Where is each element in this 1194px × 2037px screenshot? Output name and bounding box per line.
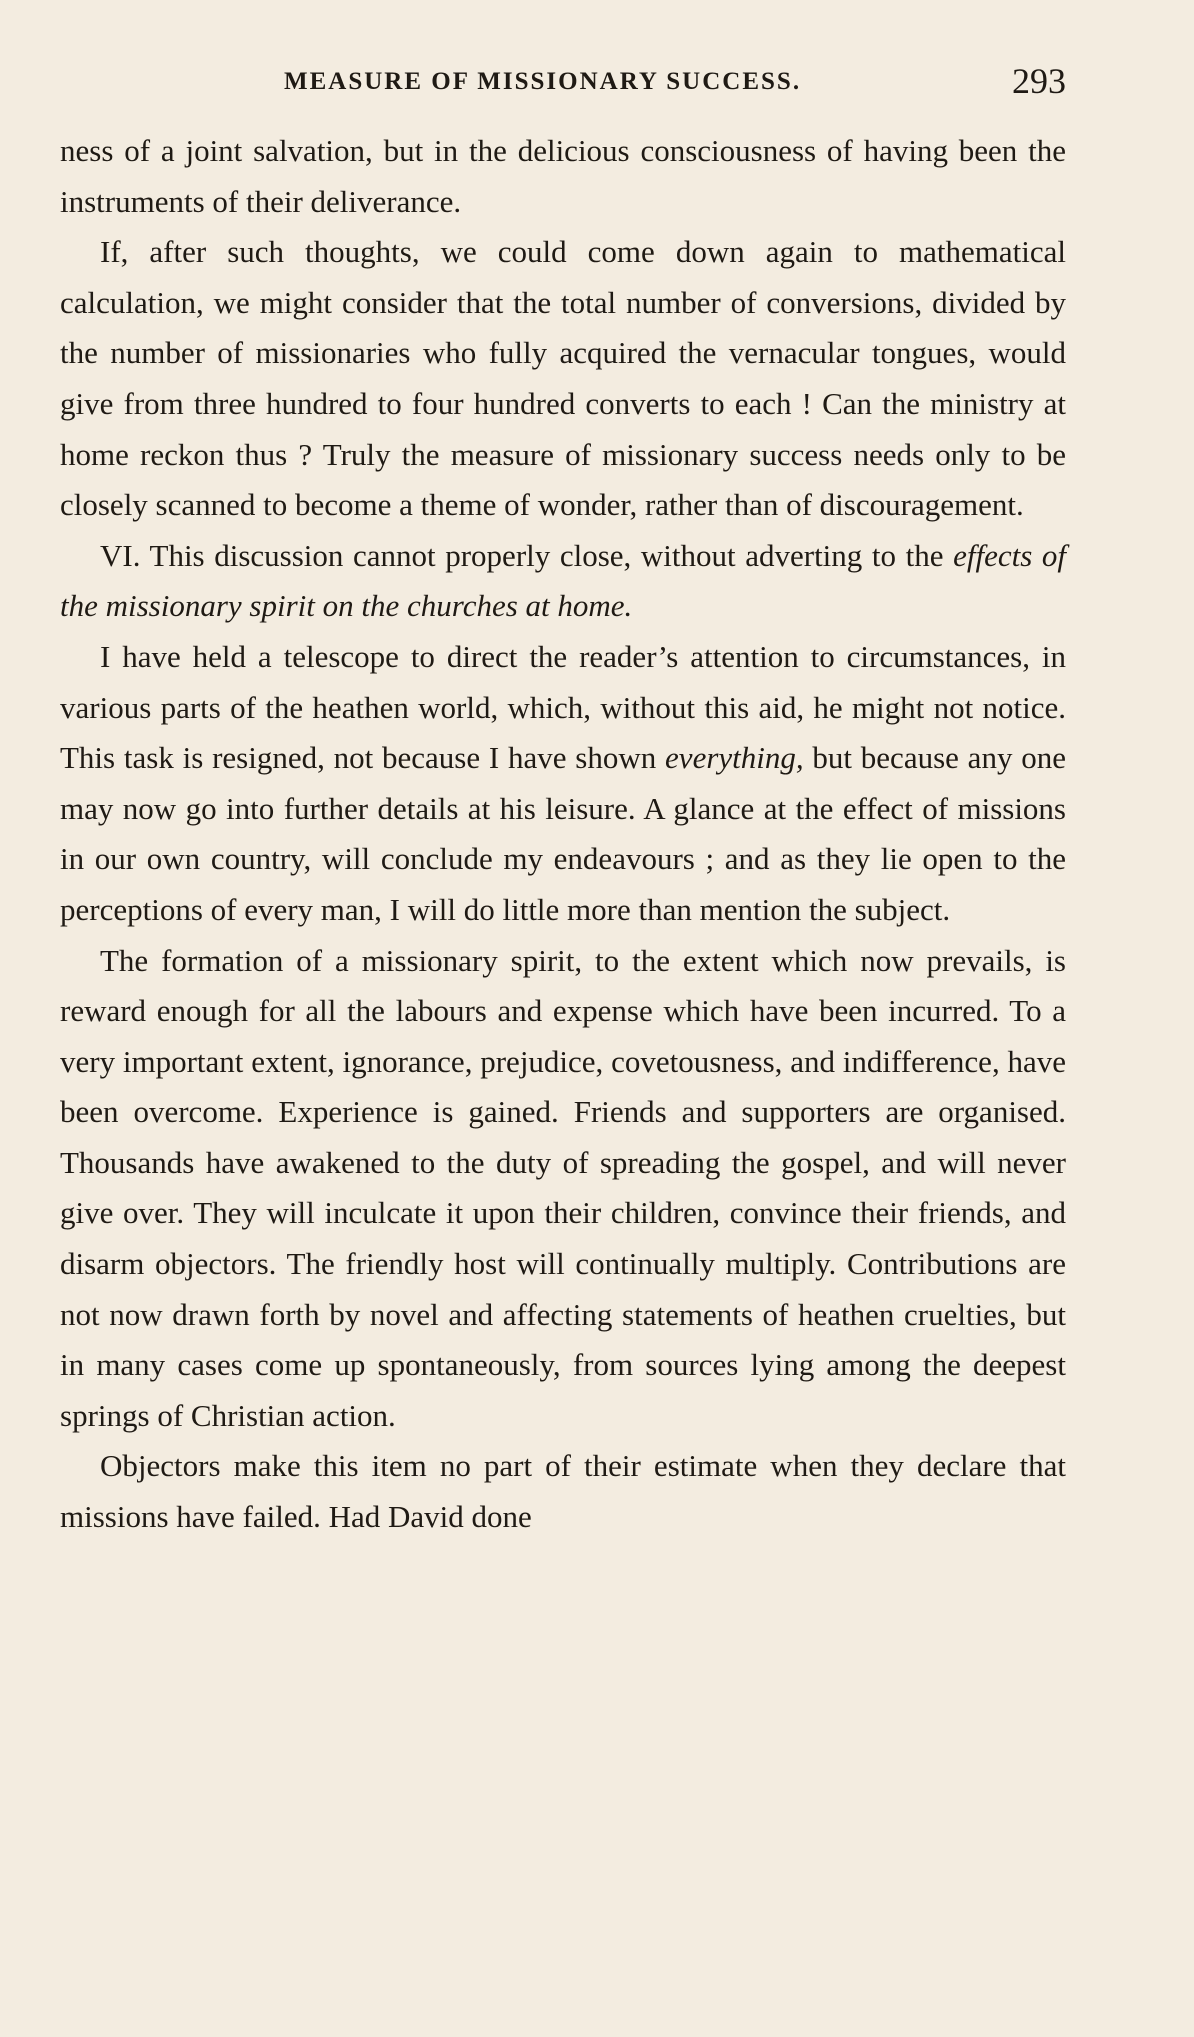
- body-text: [60, 126, 1066, 1543]
- paragraph-text: VI. This discussion cannot properly close, without adverting to the: [100, 537, 954, 573]
- paragraph: [60, 632, 1066, 936]
- italic-word: everything,: [665, 740, 804, 776]
- paragraph: Objectors make this item no part of their estimate when they declare that missions have failed. Had David done: [60, 1448, 1066, 1535]
- paragraph-continuation: ness of a joint salvation, but in the delicious consciousness of having been the instruments of their deliverance.: [60, 133, 1066, 219]
- paragraph: If, after such thoughts, we could come down again to mathematical calculation, we might consider that the total number of conversions, divided by the number of missionaries who fully acquired the vernacular tongues, would give from three hundred to four hundred converts to each ! Can the ministry at home reckon thus ? Truly the measure of missionary success needs only to be closely scanned to become a theme of wonder, rather than of discouragement.: [60, 234, 1066, 523]
- running-head: [60, 60, 1066, 120]
- paragraph-section-vi: [60, 531, 1066, 632]
- page-number: 293: [1012, 61, 1066, 101]
- paragraph-text: but because any one may now go into further details at his leisure. A glance at the effect of missions in our own country, will conclude my endeavours ; and as they lie open to the perceptions of every man, I will do little more than mention the subject.: [60, 740, 1066, 927]
- paragraph-text: I have held a telescope to direct the reader’s attention to circumstances, in various parts of the heathen world, which, without this aid, he might not notice. This task is resigned, not because I have shown: [60, 638, 1066, 776]
- paragraph: The formation of a missionary spirit, to the extent which now prevails, is reward enough for all the labours and expense which have been incurred. To a very important extent, ignorance, prejudice, covetousness, and indifference, have been overcome. Experience is gained. Friends and supporters are organised. Thousands have awakened to the duty of spreading the gospel, and will never give over. They will inculcate it upon their children, convince their friends, and disarm objectors. The friendly host will continually multiply. Contributions are not now drawn forth by novel and affecting statements of heathen cruelties, but in many cases come up spontaneously, from sources lying among the deepest springs of Christian action.: [60, 942, 1066, 1433]
- italic-phrase: effects of the missionary spirit on the churches at home.: [60, 537, 1066, 624]
- running-title: MEASURE OF MISSIONARY SUCCESS.: [284, 68, 802, 95]
